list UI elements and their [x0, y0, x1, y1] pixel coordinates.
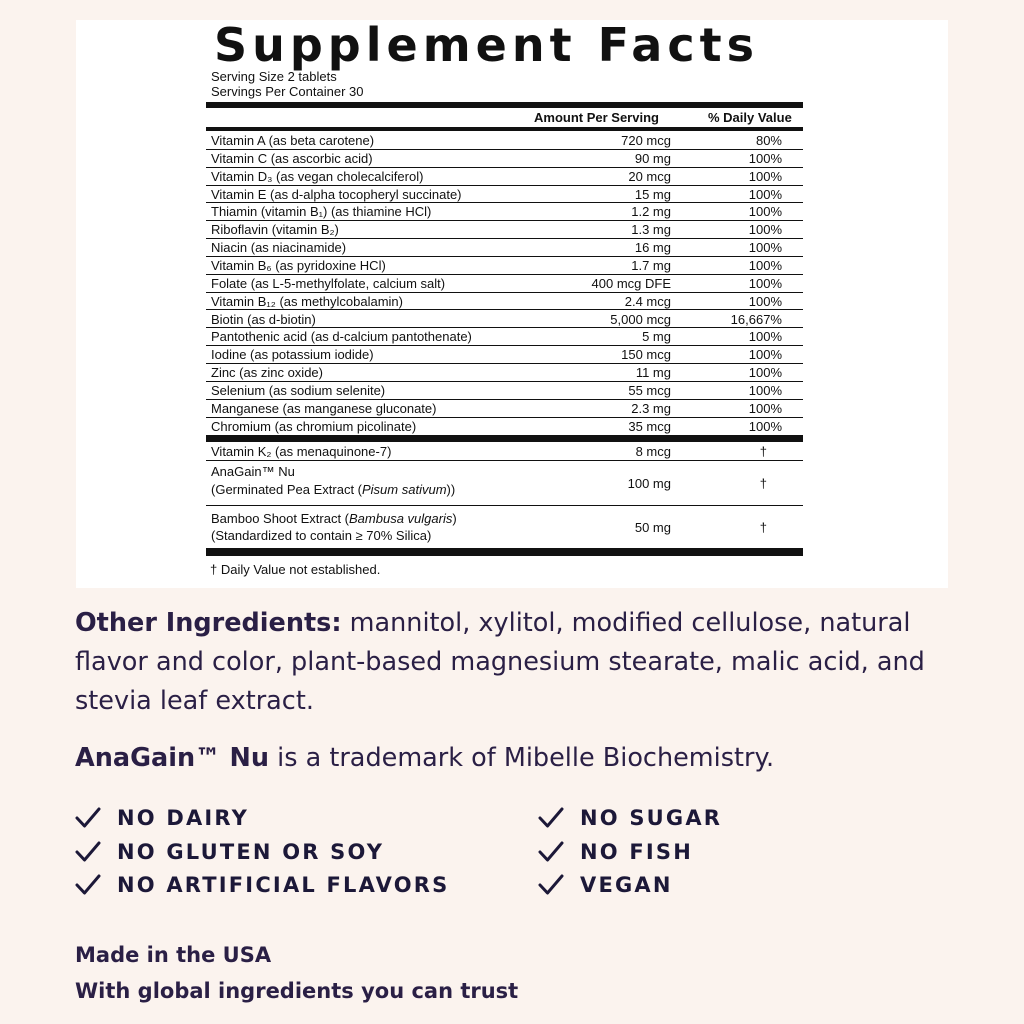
- table-row: [206, 462, 803, 506]
- nutrient-amount: 50 mg: [634, 520, 671, 535]
- made-in-usa: Made in the USA: [75, 943, 272, 967]
- nutrient-dv: †: [759, 444, 767, 459]
- table-row: [206, 132, 803, 150]
- claim-no-dairy: [75, 806, 249, 830]
- table-row: [206, 443, 803, 461]
- header-rule: [206, 127, 803, 131]
- nutrient-amount: 1.3 mg: [631, 222, 671, 238]
- nutrient-amount: 2.4 mcg: [624, 293, 671, 309]
- table-row: [206, 328, 803, 346]
- claim-no-fish: [538, 840, 693, 864]
- nutrient-dv: 80%: [755, 133, 782, 148]
- other-ingredients-text: mannitol, xylitol, modified cellulose, natural flavor and color, plant-based magnesium stearate, malic acid, and stevia leaf extract.: [75, 608, 925, 716]
- nutrient-amount: 720 mcg: [621, 133, 671, 148]
- daily-value-footnote: † Daily Value not established.: [210, 562, 381, 577]
- nutrient-name: Manganese (as manganese gluconate): [211, 400, 437, 416]
- servings-per-container: Servings Per Container 30: [211, 84, 364, 99]
- nutrient-dv: 100%: [748, 186, 782, 202]
- nutrient-amount: 35 mcg: [628, 418, 671, 434]
- nutrient-name: AnaGain™ Nu: [211, 464, 295, 479]
- nutrient-name: Pantothenic acid (as d-calcium pantothenate): [211, 329, 472, 345]
- nutrient-dv: †: [759, 476, 767, 491]
- nutrient-name: Bamboo Shoot Extract (Bambusa vulgaris): [211, 511, 457, 526]
- nutrient-amount: 100 mg: [627, 476, 671, 491]
- table-row: [206, 364, 803, 382]
- nutrient-name: Vitamin D₃ (as vegan cholecalciferol): [211, 168, 424, 184]
- nutrient-amount: 1.2 mg: [631, 204, 671, 220]
- nutrient-name: Iodine (as potassium iodide): [211, 347, 374, 363]
- nutrient-dv: †: [759, 520, 767, 535]
- nutrient-amount: 1.7 mg: [631, 257, 671, 273]
- nutrient-amount: 2.3 mg: [631, 400, 671, 416]
- serving-size: Serving Size 2 tablets: [211, 69, 337, 84]
- nutrient-amount: 15 mg: [634, 186, 671, 202]
- nutrient-name: Chromium (as chromium picolinate): [211, 418, 417, 434]
- trademark-brand: AnaGain™ Nu: [75, 743, 270, 773]
- bottom-thick-rule: [206, 548, 803, 556]
- nutrient-amount: 8 mcg: [635, 444, 671, 459]
- facts-title: Supplement Facts: [214, 18, 759, 72]
- nutrient-dv: 100%: [748, 168, 782, 184]
- trademark-notice: [75, 740, 975, 776]
- nutrient-dv: 100%: [748, 347, 782, 363]
- table-row: [206, 293, 803, 311]
- claim-label: NO DAIRY: [117, 806, 250, 830]
- nutrient-amount: 150 mcg: [621, 347, 671, 363]
- claim-label: NO GLUTEN OR SOY: [117, 840, 385, 864]
- nutrient-dv: 100%: [748, 382, 782, 398]
- nutrient-amount: 20 mcg: [628, 168, 671, 184]
- nutrient-dv: 16,667%: [730, 311, 782, 327]
- amount-column-header: Amount Per Serving: [534, 110, 659, 125]
- claim-no-gluten-or-soy: [75, 840, 384, 864]
- table-row: [206, 275, 803, 293]
- claim-label: NO FISH: [580, 840, 693, 864]
- mid-thick-rule: [206, 435, 803, 442]
- nutrient-name: Vitamin B₆ (as pyridoxine HCl): [211, 257, 386, 273]
- nutrient-dv: 100%: [748, 329, 782, 345]
- table-row: [206, 239, 803, 257]
- checkmark-icon: [75, 841, 101, 863]
- nutrient-dv: 100%: [748, 257, 782, 273]
- top-thick-rule: [206, 102, 803, 108]
- nutrient-name: Vitamin K₂ (as menaquinone-7): [211, 444, 392, 459]
- trademark-text: is a trademark of Mibelle Biochemistry.: [269, 743, 775, 773]
- daily-value-column-header: % Daily Value: [708, 110, 792, 125]
- checkmark-icon: [75, 874, 101, 896]
- claim-label: NO SUGAR: [580, 806, 723, 830]
- table-row: [206, 221, 803, 239]
- claim-label: NO ARTIFICIAL FLAVORS: [117, 873, 450, 897]
- table-row: [206, 257, 803, 275]
- nutrient-amount: 90 mg: [634, 150, 671, 166]
- nutrient-name: Zinc (as zinc oxide): [211, 365, 323, 381]
- table-row: [206, 186, 803, 204]
- nutrient-dv: 100%: [748, 400, 782, 416]
- other-ingredients: [75, 604, 975, 721]
- checkmark-icon: [538, 807, 564, 829]
- table-row: [206, 507, 803, 548]
- nutrient-amount: 5 mg: [642, 329, 671, 345]
- nutrient-name: Thiamin (vitamin B₁) (as thiamine HCl): [211, 204, 432, 220]
- table-row: [206, 168, 803, 186]
- nutrient-name: Vitamin B₁₂ (as methylcobalamin): [211, 293, 403, 309]
- other-ingredients-label: Other Ingredients:: [75, 608, 342, 638]
- claim-label: VEGAN: [580, 873, 673, 897]
- claim-vegan: [538, 873, 673, 897]
- nutrient-name: Biotin (as d-biotin): [211, 311, 316, 327]
- nutrient-amount: 11 mg: [635, 365, 671, 381]
- nutrient-name-detail: (Standardized to contain ≥ 70% Silica): [211, 528, 432, 543]
- nutrient-amount: 16 mg: [634, 240, 671, 256]
- table-row: [206, 418, 803, 436]
- nutrient-name: Riboflavin (vitamin B₂): [211, 222, 339, 238]
- nutrient-dv: 100%: [748, 204, 782, 220]
- nutrient-name: Vitamin C (as ascorbic acid): [211, 150, 373, 166]
- nutrient-dv: 100%: [748, 293, 782, 309]
- nutrient-name: Niacin (as niacinamide): [211, 240, 347, 256]
- nutrient-amount: 5,000 mcg: [610, 311, 671, 327]
- supplement-facts-panel: [76, 20, 948, 588]
- nutrient-amount: 55 mcg: [628, 382, 671, 398]
- claim-no-artificial-flavors: [75, 873, 449, 897]
- nutrient-name: Vitamin A (as beta carotene): [211, 133, 375, 148]
- table-row: [206, 150, 803, 168]
- checkmark-icon: [538, 841, 564, 863]
- nutrient-dv: 100%: [748, 150, 782, 166]
- nutrient-dv: 100%: [748, 222, 782, 238]
- checkmark-icon: [75, 807, 101, 829]
- nutrient-dv: 100%: [748, 275, 782, 291]
- global-ingredients-tagline: With global ingredients you can trust: [75, 979, 519, 1003]
- claim-no-sugar: [538, 806, 722, 830]
- nutrient-name-detail: (Germinated Pea Extract (Pisum sativum)): [211, 482, 456, 497]
- table-row: [206, 400, 803, 418]
- nutrient-name: Selenium (as sodium selenite): [211, 382, 386, 398]
- table-row: [206, 346, 803, 364]
- nutrient-amount: 400 mcg DFE: [591, 275, 671, 291]
- nutrient-dv: 100%: [748, 240, 782, 256]
- table-row: [206, 203, 803, 221]
- table-row: [206, 311, 803, 329]
- nutrient-dv: 100%: [748, 365, 782, 381]
- nutrient-name: Folate (as L-5-methylfolate, calcium salt): [211, 275, 446, 291]
- nutrient-name: Vitamin E (as d-alpha tocopheryl succinate): [211, 186, 462, 202]
- checkmark-icon: [538, 874, 564, 896]
- nutrient-dv: 100%: [748, 418, 782, 434]
- table-row: [206, 382, 803, 400]
